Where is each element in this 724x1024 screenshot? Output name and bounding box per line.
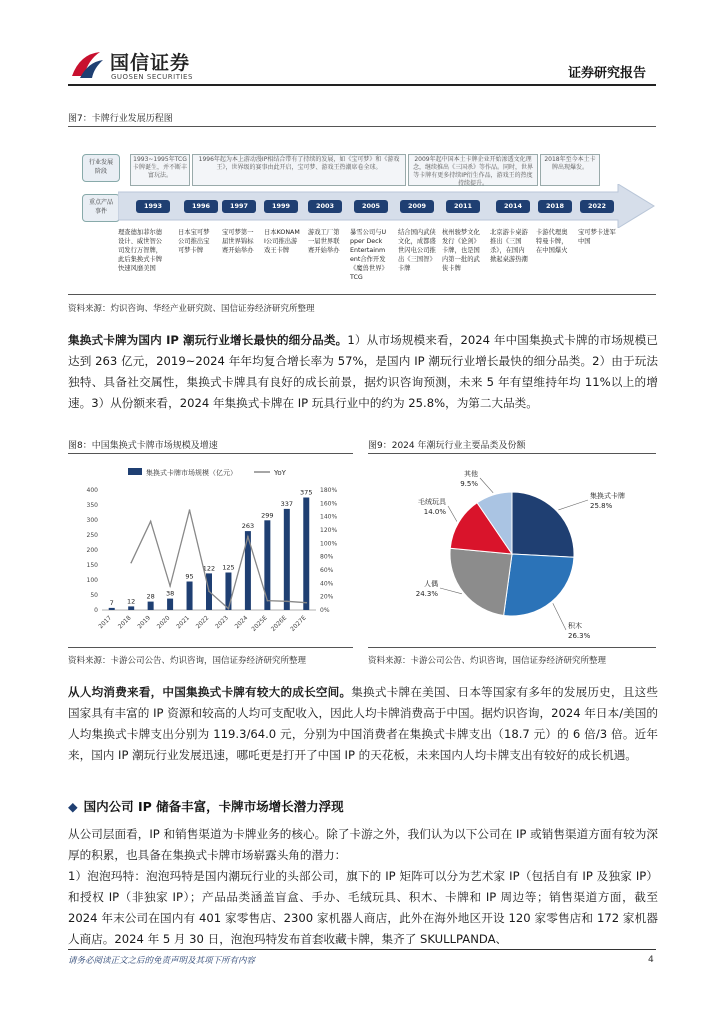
figure-9-bottom-rule (368, 647, 656, 648)
diamond-bullet-icon: ◆ (68, 799, 78, 814)
timeline-figure (68, 140, 656, 300)
pie-slice (512, 492, 574, 557)
y-left-tick-label: 50 (90, 592, 98, 599)
bar (284, 509, 290, 610)
figure-8-source: 资料来源：卡游公司公告、灼识咨询，国信证券经济研究所整理 (68, 656, 307, 666)
x-tick-label: 2018 (116, 614, 133, 631)
x-tick-label: 2023 (214, 614, 230, 631)
event-2011: 杭州骏梦文化发行《论剑》卡牌，也是国内第一批的武侠卡牌 (442, 229, 480, 272)
bar-value-label: 95 (185, 572, 194, 581)
pie-slice (450, 548, 512, 615)
figure-7-bottom-rule (68, 294, 656, 295)
figure-8-title: 图8：中国集换式卡牌市场规模及增速 (68, 441, 218, 451)
pie-label-value: 26.3% (568, 632, 591, 640)
stage-note-1: 1993~1995年TCG卡牌诞生，并不断丰富玩法。 (130, 154, 190, 186)
year-2009: 2009 (400, 200, 434, 213)
report-type: 证券研究报告 (568, 66, 647, 81)
event-2022: 宝可梦卡进军中国 (578, 229, 616, 245)
pie-label-name: 积木 (568, 622, 582, 630)
event-2005: 暴雪公司与Upper Deck Entertainment合作开发《魔兽世界》TCG (350, 229, 388, 281)
figure-7-rule (68, 126, 656, 127)
year-2005: 2005 (354, 200, 388, 213)
y-left-tick-label: 250 (86, 532, 98, 539)
y-right-tick-label: 20% (320, 593, 334, 601)
year-1996: 1996 (184, 200, 218, 213)
paragraph-per-capita: 从人均消费来看，中国集换式卡牌有较大的成长空间。集换式卡牌在美国、日本等国家有多年的发展历史，且这些国家具有丰富的 IP 资源和较高的人均可支配收入，因此人均卡牌消费高于中国。据灼识咨询，2024 年日本/美国的人均集换式卡牌支出分别为 119.3/64.0 元，分别为中国消费者在集换式卡牌支出（18.7 元）的 6 倍/3 倍。近年来，国内 IP 潮玩行业发展迅速，哪吒更是打开了中国 IP 的天花板，未来国内人均卡牌支出有较好的成长机遇。 (68, 685, 658, 762)
y-right-tick-label: 160% (320, 500, 338, 508)
event-1993: 理查德加菲尔德设计、威世智公司发行万智牌，此后集换式卡牌快速风靡美国 (118, 229, 163, 272)
paragraph-card-growth: 集换式卡牌为国内 IP 潮玩行业增长最快的细分品类。1）从市场规模来看，2024 年中国集换式卡牌的市场规模已达到 263 亿元，2019~2024 年年均复合增长率为 57%，是国内 IP 潮玩行业增长最快的细分品类。2）由于玩法独特、具备社交属性，集换式卡牌具有良好的成长前景，据灼识咨询预测，未来 5 年有望维持年均 11%以上的增速。3）从份额来看，2024 年集换式卡牌在 IP 玩具行业中的约为 25.8%，为第二大品类。 (68, 333, 658, 410)
year-1999: 1999 (264, 200, 298, 213)
y-left-tick-label: 150 (86, 562, 98, 569)
y-right-tick-label: 80% (320, 553, 334, 561)
bar (128, 606, 134, 610)
event-2003: 游戏工厂第一届世界联赛开始举办 (308, 229, 340, 254)
category-share-pie (368, 460, 656, 648)
stage-note-3: 2009年起中国本土卡牌企业开始渗透文化理念，继续推出《三国杀》等作品。同时，世界等卡牌有更多持续IP衍生作品，游戏王的热度持续提升。 (408, 154, 538, 186)
row-label-stage: 行业发展阶段 (82, 154, 120, 182)
year-1993: 1993 (136, 200, 170, 213)
footer-disclaimer: 请务必阅读正文之后的免责声明及其项下所有内容 (68, 956, 256, 966)
yoy-point (130, 562, 132, 564)
figure-9-title: 图9：2024 年潮玩行业主要品类及份额 (368, 441, 526, 451)
pie-label-value: 24.3% (415, 590, 438, 598)
bar (167, 599, 173, 610)
pie-label-name: 人偶 (424, 580, 438, 588)
page-number: 4 (648, 955, 654, 965)
pie-label-value: 14.0% (423, 508, 446, 516)
x-tick-label: 2022 (194, 614, 211, 631)
y-right-tick-label: 0% (320, 607, 330, 614)
pie-label-name: 其他 (464, 470, 478, 478)
yoy-point (247, 536, 249, 538)
bar (225, 573, 231, 611)
year-1997: 1997 (222, 200, 256, 213)
figure-7-title: 图7：卡牌行业发展历程图 (68, 114, 173, 124)
pie-slice (504, 554, 574, 616)
pie-leader-line (440, 588, 462, 594)
bar-value-label: 7 (109, 598, 114, 607)
stage-note-2: 1996年起为本上游动漫IP相结合带有了持续的发展，如《宝可梦》和《游戏王》，世界级的赛事由此开启，宝可梦、游戏王热潮席卷全球。 (192, 154, 406, 186)
x-tick-label: 2019 (136, 614, 153, 631)
logo-mark-icon (70, 50, 104, 80)
y-left-tick-label: 200 (86, 547, 98, 554)
x-tick-label: 2021 (175, 614, 191, 631)
year-2003: 2003 (308, 200, 342, 213)
y-right-tick-label: 40% (320, 580, 334, 588)
row-label-events: 重点产品事件 (82, 194, 120, 222)
y-left-tick-label: 350 (86, 502, 98, 509)
bar-value-label: 122 (202, 564, 216, 573)
x-tick-label: 2026E (269, 614, 289, 633)
bar (109, 608, 115, 610)
pie-leader-line (558, 500, 588, 510)
bar-value-label: 263 (241, 522, 255, 531)
event-1999: 日本KONAMI公司推出游戏王卡牌 (264, 229, 300, 254)
bar-value-label: 28 (146, 592, 155, 601)
logo-english: GUOSEN SECURITIES (111, 73, 193, 81)
bar (148, 602, 154, 610)
pie-label-name: 毛绒玩具 (418, 498, 446, 506)
logo-name: 国信证券 (110, 52, 191, 74)
pie-label-name: 集换式卡牌 (590, 492, 625, 500)
yoy-point (208, 591, 210, 593)
footer-rule (68, 949, 656, 950)
year-2011: 2011 (446, 200, 480, 213)
pie-leader-line (480, 478, 493, 493)
y-right-tick-label: 60% (320, 567, 334, 574)
yoy-point (169, 585, 171, 587)
y-right-tick-label: 140% (320, 513, 338, 521)
legend-label-line: YoY (274, 469, 286, 477)
paragraph-popmart: 1）泡泡玛特：泡泡玛特是国内潮玩行业的头部公司，旗下的 IP 矩阵可以分为艺术家 IP（包括自有 IP 及独家 IP）和授权 IP（非独家 IP）；产品品类涵盖盲盒、手办、毛绒玩具、积木、卡牌和 IP 周边等；销售渠道方面，截至 2024 年末公司在国内有 401 家零售店、2300 家机器人商店，此外在海外地区开设 120 家零售店和 172 家机器人商店。2024 年 5 月 30 日，泡泡玛特发布首套收藏卡牌，集齐了 SKULLPANDA、 (68, 869, 658, 946)
x-tick-label: 2027E (289, 614, 308, 633)
stage-note-4: 2018年至今本土卡牌出现爆发。 (540, 154, 600, 186)
legend-label-bars: 集换式卡牌市场规模（亿元） (146, 469, 237, 477)
event-2014: 北京游卡桌游推出《三国杀》，在国内掀起桌游热潮 (490, 229, 528, 263)
x-tick-label: 2017 (97, 614, 114, 631)
yoy-point (189, 509, 191, 511)
section-heading: ◆ 国内公司 IP 储备丰富，卡牌市场增长潜力浮现 (68, 799, 344, 814)
market-size-chart (68, 460, 354, 648)
bar-value-label: 337 (280, 499, 294, 508)
y-left-tick-label: 0 (94, 607, 98, 614)
yoy-line (131, 510, 306, 609)
paragraph-company-level: 从公司层面看，IP 和销售渠道为卡牌业务的核心。除了卡游之外，我们认为以下公司在 IP 或销售渠道方面有较为深厚的积累，也具备在集换式卡牌市场崭露头角的潜力： (68, 827, 658, 862)
figure-8-rule (68, 453, 353, 454)
yoy-point (305, 602, 307, 604)
figure-9-rule (368, 453, 656, 454)
y-left-tick-label: 100 (86, 577, 98, 584)
bar-value-label: 375 (300, 488, 313, 497)
event-1996: 日本宝可梦公司推出宝可梦卡牌 (178, 229, 210, 254)
y-right-tick-label: 180% (320, 487, 338, 494)
header-rule (68, 84, 656, 86)
figure-7-source: 资料来源：灼识咨询、华经产业研究院、国信证券经济研究所整理 (68, 304, 315, 314)
pie-label-value: 25.8% (590, 502, 613, 510)
yoy-point (267, 600, 269, 602)
figure-9-source: 资料来源：卡游公司公告、灼识咨询，国信证券经济研究所整理 (368, 656, 607, 666)
y-right-tick-label: 100% (320, 540, 338, 548)
figure-8-bottom-rule (68, 647, 353, 648)
year-2014: 2014 (496, 200, 530, 213)
logo (70, 46, 250, 86)
yoy-point (228, 608, 230, 610)
year-2018: 2018 (538, 200, 572, 213)
x-tick-label: 2025E (250, 614, 269, 633)
pie-label-value: 9.5% (460, 480, 478, 488)
year-2022: 2022 (580, 200, 614, 213)
x-tick-label: 2024 (233, 614, 250, 631)
x-tick-label: 2020 (155, 614, 172, 631)
event-1997: 宝可梦第一届世界锦标赛开始举办 (222, 229, 254, 254)
bar-value-label: 38 (165, 589, 175, 598)
bar-value-label: 299 (261, 511, 274, 520)
pie-leader-line (553, 603, 566, 630)
y-left-tick-label: 300 (86, 517, 98, 524)
bar (264, 520, 270, 610)
bar (187, 582, 193, 611)
event-2018: 卡游代理奥特曼卡牌，在中国爆火 (536, 229, 568, 254)
bar-value-label: 125 (222, 563, 235, 572)
legend-swatch-bars (128, 468, 142, 475)
bar-value-label: 12 (127, 597, 136, 606)
yoy-point (286, 601, 288, 603)
yoy-point (150, 521, 152, 523)
y-right-tick-label: 120% (320, 527, 338, 534)
pie-leader-line (448, 506, 457, 521)
y-left-tick-label: 400 (86, 487, 98, 494)
bar (303, 498, 309, 611)
event-2009: 结合国内武侠文化，成都盛世闪电公司推出《三国智》卡牌 (398, 229, 436, 272)
